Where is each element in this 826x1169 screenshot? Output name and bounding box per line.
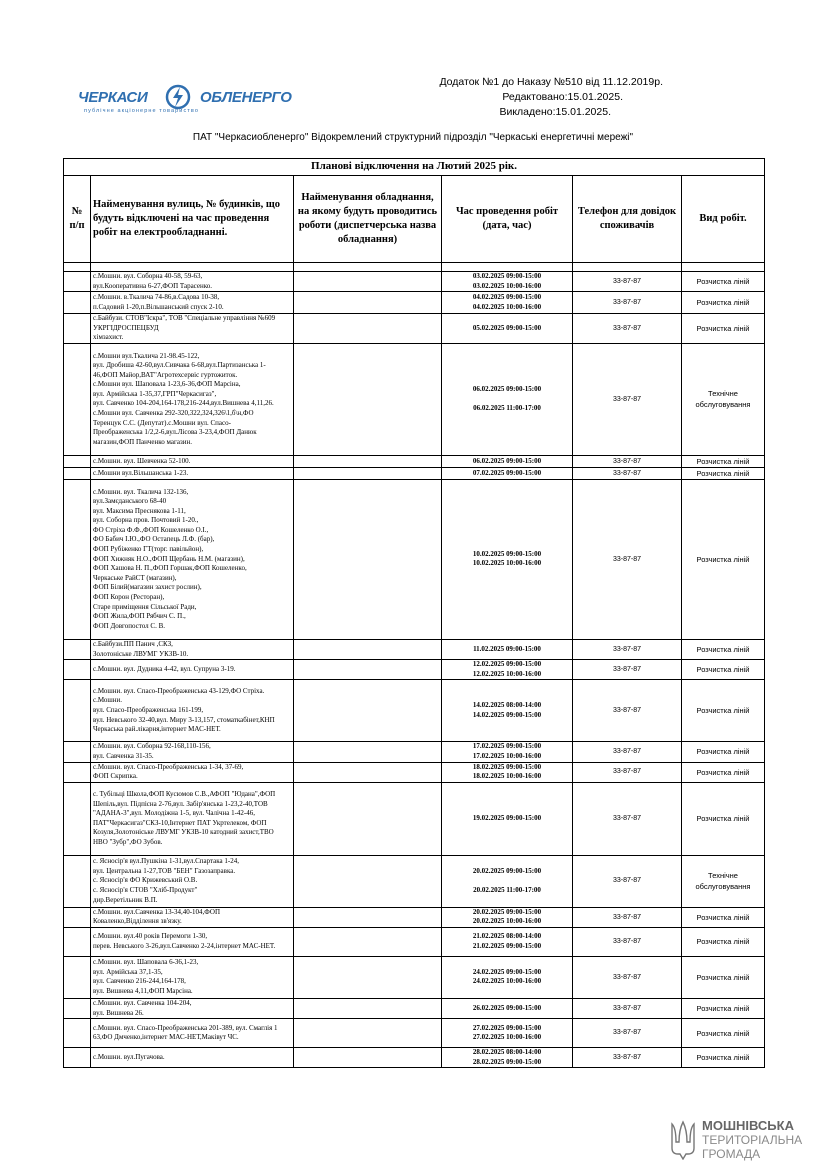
table-row bbox=[64, 467, 765, 479]
address-line: Черкаське РайСТ (магазин), bbox=[93, 573, 177, 582]
published-date: Викладено:15.01.2025. bbox=[499, 106, 611, 118]
row-number-cell bbox=[64, 998, 91, 1018]
row-number-cell bbox=[64, 762, 91, 782]
address-cell bbox=[91, 343, 294, 455]
time-slot: 17.02.2025 09:00-15:00 bbox=[472, 742, 542, 751]
address-line: с.Мошни вул. Шаповала 1-23,6-36,ФОП Марсіна, bbox=[93, 380, 241, 389]
equipment-cell bbox=[294, 927, 442, 956]
phone-cell: 33-87-87 bbox=[573, 1048, 682, 1068]
address-line: вул. Савченко 104-204,164-178,216-244,вул.Вишнева 4,11,26. bbox=[93, 399, 274, 408]
address-line: 63,ФО Дмченко,інтернет МАС-НЕТ,Маківут ЧС. bbox=[93, 1033, 239, 1042]
time-slot: 24.02.2025 10:00-16:00 bbox=[472, 977, 542, 986]
table-row bbox=[64, 292, 765, 314]
work-type-cell: Розчистка ліній bbox=[682, 639, 765, 659]
address-cell bbox=[91, 680, 294, 742]
table-row bbox=[64, 343, 765, 455]
address-line: "АДАНА-3",вул. Молодіжна 1-5, вул. Чалічна 1-42-46, bbox=[93, 809, 256, 818]
address-line: ФОП Жила,ФОП Рябчич С. П., bbox=[93, 612, 186, 621]
equipment-cell bbox=[294, 956, 442, 998]
address-cell bbox=[91, 927, 294, 956]
equipment-cell bbox=[294, 1048, 442, 1068]
time-cell bbox=[442, 762, 573, 782]
row-number-cell bbox=[64, 956, 91, 998]
header-equipment: Найменування обладнання, на якому будуть проводитись роботи (диспетчерська назва обладнання) bbox=[294, 176, 442, 263]
address-line: ФОП Довгопостол С. В. bbox=[93, 621, 165, 630]
address-cell bbox=[91, 742, 294, 762]
time-slot: 19.02.2025 09:00-15:00 bbox=[472, 813, 542, 822]
address-line: с.Мошни вул. Савченка 292-320,322,324,326\1,б\н,ФО bbox=[93, 409, 254, 418]
time-cell bbox=[442, 680, 573, 742]
lightning-bolt-icon bbox=[160, 84, 196, 110]
address-line: Золотоніське ЛВУМГ УКЗВ-10. bbox=[93, 649, 189, 658]
address-line: с.Мошни. вул. Ткалича 132-136, bbox=[93, 487, 189, 496]
address-cell bbox=[91, 907, 294, 927]
address-line: Коваленко,Відділення зв'язку. bbox=[93, 917, 182, 926]
time-slot: 06.02.2025 09:00-15:00 bbox=[472, 384, 542, 393]
address-line: НВО "Зубр",ФО Зубов. bbox=[93, 837, 163, 846]
address-cell bbox=[91, 855, 294, 907]
phone-cell: 33-87-87 bbox=[573, 1019, 682, 1048]
watermark-line3: ГРОМАДА bbox=[702, 1147, 761, 1161]
work-type-cell: Розчистка ліній bbox=[682, 680, 765, 742]
equipment-cell bbox=[294, 467, 442, 479]
address-line: с. Ясносір'я ФО Крижевський О.В. bbox=[93, 876, 198, 885]
row-number-cell bbox=[64, 292, 91, 314]
header-work: Вид робіт. bbox=[682, 176, 765, 263]
equipment-cell bbox=[294, 479, 442, 639]
address-line: с.Байбузи.ПП Панич ,СКЗ, bbox=[93, 639, 173, 648]
time-cell bbox=[442, 855, 573, 907]
address-line: с.Мошни вул.Вільшанська 1-23. bbox=[93, 468, 189, 477]
equipment-cell bbox=[294, 455, 442, 467]
address-line: вул. Армійська 1-35,37,ГРП"Черкасигаз", bbox=[93, 389, 217, 398]
address-line: вул. Центральна 1-27,ТОВ "БЕН" Газозаправка. bbox=[93, 866, 236, 875]
table-row bbox=[64, 855, 765, 907]
row-number-cell bbox=[64, 639, 91, 659]
address-line: вул. Вишнева 4,11,ФОП Марсіна. bbox=[93, 987, 193, 995]
address-line: 46,ФОП Майор,ВАТ"Агротехсервіс гуртожиток. bbox=[93, 370, 238, 379]
address-line: с. Тубільці Школа,ФОП Кусюмов С.В.,АФОП "Юдана",ФОП bbox=[93, 789, 276, 798]
row-number-cell bbox=[64, 272, 91, 292]
phone-cell: 33-87-87 bbox=[573, 762, 682, 782]
time-cell bbox=[442, 479, 573, 639]
phone-cell: 33-87-87 bbox=[573, 467, 682, 479]
row-number-cell bbox=[64, 907, 91, 927]
address-line: п.Садовий 1-20,п.Вільшанський спуск 2-10. bbox=[93, 302, 224, 311]
table-caption: Планові відключення на Лютий 2025 рік. bbox=[64, 159, 765, 176]
phone-cell: 33-87-87 bbox=[573, 782, 682, 855]
address-line: ФО Бабич І.Ю.,ФО Остапець Л.Ф. (бар), bbox=[93, 535, 215, 544]
table-row bbox=[64, 455, 765, 467]
equipment-cell bbox=[294, 272, 442, 292]
address-line: с.Мошни. вул.40 років Перемоги 1-30, bbox=[93, 932, 208, 941]
table-row bbox=[64, 660, 765, 680]
address-line: с.Мошни. вул.Пугачова. bbox=[93, 1052, 165, 1061]
address-line: с.Мошни. вул. Соборна 40-58, 59-63, bbox=[93, 272, 203, 280]
row-number-cell bbox=[64, 467, 91, 479]
time-slot: 12.02.2025 09:00-15:00 bbox=[472, 660, 542, 669]
work-type-cell: Розчистка ліній bbox=[682, 292, 765, 314]
address-line: с.Мошни. вул. Савченка 104-204, bbox=[93, 998, 192, 1007]
table-row bbox=[64, 639, 765, 659]
time-cell bbox=[442, 742, 573, 762]
time-cell bbox=[442, 272, 573, 292]
row-number-cell bbox=[64, 1019, 91, 1048]
time-slot: 06.02.2025 09:00-15:00 bbox=[472, 456, 542, 465]
row-number-cell bbox=[64, 742, 91, 762]
header-num: № п/п bbox=[64, 176, 91, 263]
time-slot: 20.02.2025 10:00-16:00 bbox=[472, 917, 542, 926]
address-line: с.Мошни. в.Ткалича 74-86,в.Садова 10-38, bbox=[93, 293, 220, 302]
work-type-cell: Розчистка ліній bbox=[682, 1019, 765, 1048]
header-phone: Телефон для довідок споживачів bbox=[573, 176, 682, 263]
logo-tagline: публічне акціонерне товариство bbox=[84, 108, 200, 114]
time-slot: 04.02.2025 10:00-16:00 bbox=[472, 302, 542, 311]
address-cell bbox=[91, 1048, 294, 1068]
logo-word-right: ОБЛЕНЕРГО bbox=[200, 89, 292, 106]
phone-cell: 33-87-87 bbox=[573, 639, 682, 659]
work-type-cell: Розчистка ліній bbox=[682, 927, 765, 956]
equipment-cell bbox=[294, 343, 442, 455]
work-type-cell: Розчистка ліній bbox=[682, 742, 765, 762]
address-cell bbox=[91, 467, 294, 479]
address-line: Козуля,Золотоніське ЛВУМГ УКЗВ-10 катодний захист,ТВО bbox=[93, 828, 274, 837]
address-cell bbox=[91, 314, 294, 344]
address-line: вул. Савченко 216-244,164-178, bbox=[93, 977, 186, 986]
table-row bbox=[64, 927, 765, 956]
time-slot: 18.02.2025 09:00-15:00 bbox=[472, 762, 542, 771]
work-type-cell: Розчистка ліній bbox=[682, 998, 765, 1018]
time-slot: 04.02.2025 09:00-15:00 bbox=[472, 293, 542, 302]
address-line: с.Мошни. вул. Спасо-Преображенська 43-129,ФО Стріха. bbox=[93, 686, 265, 695]
address-line: ФОП Хашова Н. П.,ФОП Горшак,ФОП Кошеленко, bbox=[93, 564, 247, 573]
phone-cell: 33-87-87 bbox=[573, 680, 682, 742]
work-type-cell: Розчистка ліній bbox=[682, 467, 765, 479]
time-cell bbox=[442, 1019, 573, 1048]
address-line: ФО Стріха Ф.Ф.,ФОП Кошеленко О.І., bbox=[93, 525, 209, 534]
address-line: Преображенська 1/2,2-6,вул.Лісова 3-23,4,ФОП Данюк bbox=[93, 428, 257, 437]
equipment-cell bbox=[294, 855, 442, 907]
address-line: Старе приміщення Сільської Ради, bbox=[93, 602, 197, 611]
time-slot: 17.02.2025 10:00-16:00 bbox=[472, 751, 542, 760]
phone-cell: 33-87-87 bbox=[573, 998, 682, 1018]
address-line: Черкаська рай.лікарня,інтернет МАС-НЕТ. bbox=[93, 725, 221, 734]
time-slot: 18.02.2025 10:00-16:00 bbox=[472, 772, 542, 781]
equipment-cell bbox=[294, 742, 442, 762]
table-row bbox=[64, 314, 765, 344]
phone-cell: 33-87-87 bbox=[573, 927, 682, 956]
address-line: вул. Дробиша 42-60,вул.Сивчака 6-68,вул.Партизанська 1- bbox=[93, 361, 266, 370]
address-line: с.Мошни. bbox=[93, 696, 123, 705]
time-slot: 27.02.2025 09:00-15:00 bbox=[472, 1023, 542, 1032]
time-cell bbox=[442, 343, 573, 455]
work-type-cell: Розчистка ліній bbox=[682, 314, 765, 344]
phone-cell: 33-87-87 bbox=[573, 343, 682, 455]
table-row bbox=[64, 272, 765, 292]
time-cell bbox=[442, 782, 573, 855]
address-line: вул.Замєданського 68-40 bbox=[93, 497, 167, 506]
address-line: ФОП Скрипка. bbox=[93, 772, 138, 781]
address-line: вул.Кооперативна 6-27,ФОП Тарасенко. bbox=[93, 281, 213, 290]
phone-cell: 33-87-87 bbox=[573, 292, 682, 314]
address-line: вул. Невського 32-40,вул. Миру 3-13,157, стоматкабінет,КНП bbox=[93, 715, 275, 724]
row-number-cell bbox=[64, 314, 91, 344]
address-cell bbox=[91, 1019, 294, 1048]
work-type-cell: Розчистка ліній bbox=[682, 956, 765, 998]
address-line: Теренцук С.С. (Депутат).с.Мошни вул. Спасо- bbox=[93, 418, 231, 427]
header-time: Час проведення робіт (дата, час) bbox=[442, 176, 573, 263]
table-row bbox=[64, 1048, 765, 1068]
address-line: ФОП Білий(магазин захист рослин), bbox=[93, 583, 202, 592]
equipment-cell bbox=[294, 680, 442, 742]
time-slot: 26.02.2025 09:00-15:00 bbox=[472, 1003, 542, 1012]
address-line: с.Мошни. вул. Шаповала 6-36,1-23, bbox=[93, 958, 199, 967]
time-slot: 20.02.2025 09:00-15:00 bbox=[472, 907, 542, 916]
address-line: вул. Спасо-Преображенська 161-199, bbox=[93, 706, 204, 715]
table-row bbox=[64, 956, 765, 998]
time-cell bbox=[442, 292, 573, 314]
address-line: с.Мошни. вул. Спасо-Преображенська 201-389, вул. Смаглія 1 bbox=[93, 1023, 278, 1032]
logo-word-left: ЧЕРКАСИ bbox=[78, 89, 148, 106]
address-line: ФОП Рубіженко ГТ(торг. павільйон), bbox=[93, 545, 204, 554]
phone-cell: 33-87-87 bbox=[573, 272, 682, 292]
time-slot: 03.02.2025 10:00-16:00 bbox=[472, 281, 542, 290]
address-cell bbox=[91, 292, 294, 314]
time-slot: 14.02.2025 09:00-15:00 bbox=[472, 710, 542, 719]
address-line: с. Ясносір'я вул.Пушкіна 1-31,вул.Спартака 1-24, bbox=[93, 857, 239, 866]
time-slot: 24.02.2025 09:00-15:00 bbox=[472, 967, 542, 976]
address-line: с.Байбузи. СТОВ"Іскра", ТОВ "Спеціальне управління №609 bbox=[93, 314, 276, 323]
phone-cell: 33-87-87 bbox=[573, 956, 682, 998]
address-line: перев. Невського 3-26,вул.Савченко 2-24,інтернет МАС-НЕТ. bbox=[93, 941, 276, 950]
work-type-cell: Технічне обслуговування bbox=[682, 855, 765, 907]
address-line: ФОП Корон (Ресторан), bbox=[93, 593, 165, 602]
work-type-cell: Розчистка ліній bbox=[682, 907, 765, 927]
table-row bbox=[64, 479, 765, 639]
address-line: вул. Савченка 31-35. bbox=[93, 751, 154, 760]
address-line: с.Мошни. вул. Соборна 92-168,110-156, bbox=[93, 742, 211, 751]
address-line: с. Ясносір'я СТОВ "Хліб-Продукт" bbox=[93, 886, 198, 895]
time-cell bbox=[442, 927, 573, 956]
phone-cell: 33-87-87 bbox=[573, 742, 682, 762]
work-type-cell: Технічне обслуговування bbox=[682, 343, 765, 455]
time-cell bbox=[442, 314, 573, 344]
watermark-line1: МОШНІВСЬКА bbox=[702, 1118, 794, 1133]
address-line: с.Мошни. вул. Дудника 4-42, вул. Супруна 3-19. bbox=[93, 664, 236, 673]
time-slot: 20.02.2025 11:00-17:00 bbox=[473, 886, 541, 895]
time-slot: 28.02.2025 09:00-15:00 bbox=[472, 1057, 542, 1066]
equipment-cell bbox=[294, 782, 442, 855]
address-line: Шепіль,вул. Підпісна 2-76,вул. Забір'янська 1-23,2-40,ТОВ bbox=[93, 799, 268, 808]
time-cell bbox=[442, 467, 573, 479]
address-cell bbox=[91, 639, 294, 659]
table-row bbox=[64, 782, 765, 855]
time-slot: 21.02.2025 08:00-14:00 bbox=[472, 932, 542, 941]
equipment-cell bbox=[294, 639, 442, 659]
equipment-cell bbox=[294, 762, 442, 782]
address-line: с.Мошни. вул. Шевченка 52-100. bbox=[93, 456, 191, 465]
phone-cell: 33-87-87 bbox=[573, 479, 682, 639]
address-line: хімзахист. bbox=[93, 333, 124, 342]
row-number-cell bbox=[64, 343, 91, 455]
time-slot: 05.02.2025 09:00-15:00 bbox=[472, 323, 542, 332]
time-slot: 07.02.2025 09:00-15:00 bbox=[472, 468, 542, 477]
phone-cell: 33-87-87 bbox=[573, 455, 682, 467]
row-number-cell bbox=[64, 479, 91, 639]
time-slot: 20.02.2025 09:00-15:00 bbox=[472, 866, 542, 875]
address-line: дир.Веретільник В.П. bbox=[93, 895, 158, 904]
address-line: с.Мошни. вул.Савченка 13-34,40-104,ФОП bbox=[93, 907, 221, 916]
time-slot: 10.02.2025 10:00-16:00 bbox=[472, 559, 542, 568]
work-type-cell: Розчистка ліній bbox=[682, 1048, 765, 1068]
row-number-cell bbox=[64, 455, 91, 467]
time-cell bbox=[442, 907, 573, 927]
work-type-cell: Розчистка ліній bbox=[682, 762, 765, 782]
address-cell bbox=[91, 660, 294, 680]
address-line: магазин,ФОП Панченко магазин. bbox=[93, 437, 193, 446]
address-cell bbox=[91, 272, 294, 292]
equipment-cell bbox=[294, 314, 442, 344]
phone-cell: 33-87-87 bbox=[573, 907, 682, 927]
time-slot: 06.02.2025 11:00-17:00 bbox=[473, 404, 541, 413]
company-logo bbox=[78, 84, 300, 118]
table-gap-row bbox=[64, 263, 765, 272]
row-number-cell bbox=[64, 927, 91, 956]
address-cell bbox=[91, 956, 294, 998]
time-slot: 12.02.2025 10:00-16:00 bbox=[472, 669, 542, 678]
time-slot: 28.02.2025 08:00-14:00 bbox=[472, 1048, 542, 1057]
time-cell bbox=[442, 956, 573, 998]
address-line: вул. Армійська 37,1-35, bbox=[93, 967, 163, 976]
work-type-cell: Розчистка ліній bbox=[682, 479, 765, 639]
equipment-cell bbox=[294, 907, 442, 927]
equipment-cell bbox=[294, 660, 442, 680]
row-number-cell bbox=[64, 782, 91, 855]
time-slot: 21.02.2025 09:00-15:00 bbox=[472, 941, 542, 950]
time-slot: 27.02.2025 10:00-16:00 bbox=[472, 1033, 542, 1042]
phone-cell: 33-87-87 bbox=[573, 314, 682, 344]
address-cell bbox=[91, 762, 294, 782]
time-cell bbox=[442, 660, 573, 680]
address-line: с.Мошни. вул. Спасо-Преображенська 1-34, 37-69, bbox=[93, 762, 244, 771]
header-addresses: Найменування вулиць, № будинків, що будуть відключені на час проведення робіт на електрообладнанні. bbox=[91, 176, 294, 263]
edited-date: Редактовано:15.01.2025. bbox=[502, 91, 623, 103]
row-number-cell bbox=[64, 680, 91, 742]
address-line: вул. Вишнева 26. bbox=[93, 1008, 144, 1017]
table-row bbox=[64, 762, 765, 782]
time-slot: 10.02.2025 09:00-15:00 bbox=[472, 549, 542, 558]
table-row bbox=[64, 742, 765, 762]
phone-cell: 33-87-87 bbox=[573, 855, 682, 907]
table-row bbox=[64, 1019, 765, 1048]
watermark-line2: ТЕРИТОРІАЛЬНА bbox=[702, 1133, 803, 1147]
time-slot: 03.02.2025 09:00-15:00 bbox=[472, 272, 542, 280]
work-type-cell: Розчистка ліній bbox=[682, 782, 765, 855]
address-line: вул. Максима Преснякова 1-11, bbox=[93, 506, 186, 515]
address-line: ПАТ"Черкасигаз"СКЗ-10,Інтернет ПАТ Укртелеком, ФОП bbox=[93, 818, 267, 827]
table-header-row bbox=[64, 176, 765, 263]
time-cell bbox=[442, 1048, 573, 1068]
outage-table bbox=[63, 158, 765, 1068]
address-cell bbox=[91, 782, 294, 855]
table-body bbox=[64, 272, 765, 1068]
work-type-cell: Розчистка ліній bbox=[682, 455, 765, 467]
time-slot: 11.02.2025 09:00-15:00 bbox=[473, 644, 541, 653]
address-line: УКРГІДРОСПЕЦБУД bbox=[93, 323, 159, 332]
work-type-cell: Розчистка ліній bbox=[682, 272, 765, 292]
address-cell bbox=[91, 479, 294, 639]
table-row bbox=[64, 680, 765, 742]
row-number-cell bbox=[64, 660, 91, 680]
time-cell bbox=[442, 639, 573, 659]
trident-icon bbox=[670, 1120, 696, 1160]
work-type-cell: Розчистка ліній bbox=[682, 660, 765, 680]
table-row bbox=[64, 998, 765, 1018]
equipment-cell bbox=[294, 1019, 442, 1048]
community-watermark bbox=[668, 1118, 808, 1164]
table-row bbox=[64, 907, 765, 927]
address-cell bbox=[91, 455, 294, 467]
time-slot: 14.02.2025 08:00-14:00 bbox=[472, 701, 542, 710]
time-cell bbox=[442, 998, 573, 1018]
row-number-cell bbox=[64, 1048, 91, 1068]
address-line: ФОП Хижняк Н.О.,ФОП Щербань Н.М. (магазин), bbox=[93, 554, 245, 563]
address-line: с.Мошни вул.Ткалича 21-98.45-122, bbox=[93, 351, 200, 360]
appendix-line: Додаток №1 до Наказу №510 від 11.12.2019р. bbox=[439, 76, 663, 88]
phone-cell: 33-87-87 bbox=[573, 660, 682, 680]
equipment-cell bbox=[294, 998, 442, 1018]
equipment-cell bbox=[294, 292, 442, 314]
address-cell bbox=[91, 998, 294, 1018]
organization-line: ПАТ "Черкасиобленерго" Відокремлений структурний підрозділ "Черкаські енергетичні мережі" bbox=[192, 132, 634, 143]
time-cell bbox=[442, 455, 573, 467]
row-number-cell bbox=[64, 855, 91, 907]
address-line: вул. Соборна пров. Почтовий 1-20., bbox=[93, 516, 199, 525]
